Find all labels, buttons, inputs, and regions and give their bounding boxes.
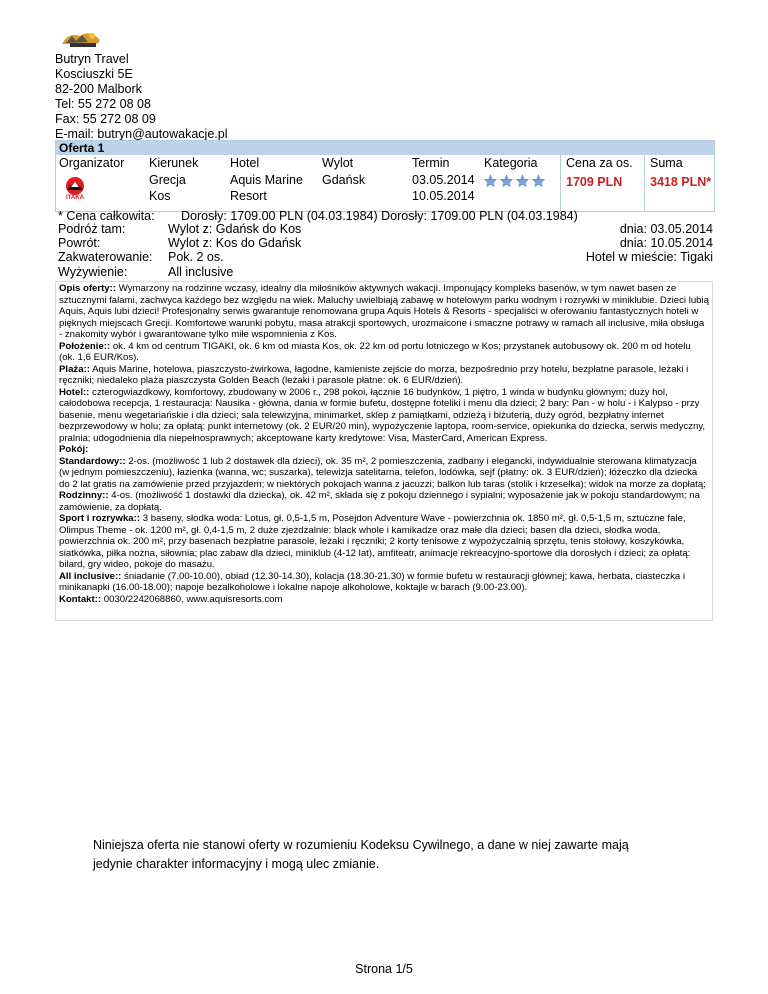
page-number: Strona 1/5	[355, 962, 413, 976]
direction-country: Grecja	[149, 173, 186, 187]
departure-value: Gdańsk	[322, 173, 366, 187]
header-hotel: Hotel	[230, 156, 260, 170]
trip-out-date: dnia: 03.05.2014	[619, 222, 713, 236]
term-value	[412, 172, 475, 204]
agency-street: Kosciuszki 5E	[55, 67, 133, 82]
header-price-per: Cena za os.	[566, 156, 633, 170]
star-icon	[531, 174, 546, 188]
hotel-value	[230, 172, 303, 204]
desc-room-standard: Standardowy:: 2-os. (możliwość 1 lub 2 dostawek dla dzieci), ok. 35 m², 2 pomieszczenia, zadbany i elegancki, indywidualnie sterowana klimatyzacja (w jednym pomieszczeniu), łazienka (wanna, wc; suszarka), telewizja satelitarna, telefon, lodówka, sejf (płatny: ok. 3 EUR/dzień); łóżeczko dla dziecka do 2 lat gratis na zamówienie przed przyjazdem; w niektórych pokojach wanna z jacuzzi; balkon lub taras (stolik i krzesełka); widok na morze za dopłatą;	[59, 455, 706, 490]
header-category: Kategoria	[484, 156, 538, 170]
star-icon	[499, 174, 514, 188]
organizer-logo	[62, 176, 88, 204]
direction-value	[149, 172, 186, 204]
desc-room-heading: Pokój:	[59, 444, 89, 455]
header-departure: Wylot	[322, 156, 354, 170]
offer-table	[55, 140, 715, 212]
desc-beach: Plaża:: Aquis Marine, hotelowa, piaszczysto-żwirkowa, łagodne, kamieniste zejście do morza, bezpośrednio przy hotelu, bezpłatne parasole, leżaki i ręczniki; niedaleko plaża piaszczysta Golden Beach (leżaki i parasole płatne: ok. 6 EUR/dzień).	[59, 363, 689, 386]
total-price-label: * Cena całkowita:	[58, 209, 155, 223]
hotel-name-line1: Aquis Marine	[230, 173, 303, 187]
accommodation-value: Pok. 2 os.	[168, 250, 224, 264]
offer-title: Oferta 1	[56, 141, 714, 155]
price-total: 3418 PLN*	[650, 175, 712, 189]
accommodation-label: Zakwaterowanie:	[58, 250, 153, 264]
agency-city: 82-200 Malbork	[55, 82, 142, 97]
price-per-person: 1709 PLN	[566, 175, 623, 189]
category-stars	[483, 174, 546, 188]
term-end: 10.05.2014	[412, 189, 475, 203]
header-sum: Suma	[650, 156, 683, 170]
agency-logo	[58, 30, 106, 50]
desc-all-inclusive: All inclusive:: śniadanie (7.00-10.00), obiad (12.30-14.30), kolacja (18.30-21.30) w formie bufetu w restauracji głównej; kawa, herbata, ciasteczka i minikanapki (16.00-18.00); napoje bezalkoholowe i lokalne napoje alkoholowe, koktajle w barach (9.00-23.00).	[59, 570, 686, 593]
header-direction: Kierunek	[149, 156, 199, 170]
desc-sport: Sport i rozrywka:: 3 baseny, słodka woda: Lotus, gł. 0,5-1,5 m, Posejdon Adventure Wave - powierzchnia ok. 1850 m², gł. 0,5-1,5 m, sztuczne fale, Olimpus Theme - ok. 1200 m², gł. 0,4-1,5 m, 2 duże zjeżdżalnie: black whole i kamikadze oraz małe dla dzieci; basen dla dzieci, słodka woda, powierzchnia ok. 200 m², przy basenach bezpłatne parasole, leżaki i ręczniki; 2 korty tenisowe z wypożyczalnią sprzętu, tenis stołowy, koszykówka, siatkówka, piłka nożna, siłownia; plac zabaw dla dzieci, miniklub (4-12 lat), amfiteatr, animacje rekreacyjno-sportowe dla dorosłych i dzieci; za opłatą: bilard, gry wideo, pokoje do masażu.	[59, 513, 691, 570]
accommodation-city: Hotel w mieście: Tigaki	[585, 250, 713, 264]
trip-back-label: Powrót:	[58, 236, 101, 250]
column-divider	[560, 155, 561, 211]
direction-island: Kos	[149, 189, 171, 203]
trip-back-date: dnia: 10.05.2014	[619, 236, 713, 250]
header-organizer: Organizator	[59, 156, 125, 170]
offer-description	[55, 281, 713, 621]
trip-out-value: Wylot z: Gdańsk do Kos	[168, 222, 302, 236]
agency-phone: Tel: 55 272 08 08	[55, 97, 151, 112]
trip-out-label: Podróż tam:	[58, 222, 126, 236]
trip-back-value: Wylot z: Kos do Gdańsk	[168, 236, 302, 250]
total-price-value: Dorosły: 1709.00 PLN (04.03.1984) Dorosły: 1709.00 PLN (04.03.1984)	[181, 209, 578, 223]
agency-email: E-mail: butryn@autowakacje.pl	[55, 127, 228, 142]
header-term: Termin	[412, 156, 450, 170]
desc-contact: Kontakt:: 0030/2242068860, www.aquisresorts.com	[59, 593, 283, 605]
agency-contact	[55, 52, 228, 143]
column-divider	[644, 155, 645, 211]
agency-name: Butryn Travel	[55, 52, 129, 66]
desc-overview: Opis oferty:: Wymarzony na rodzinne wczasy, idealny dla miłośników aktywnych wakacji. Imponujący kompleks basenów, w tym nawet basen ze sztucznymi falami, zachwyca każdego bez względu na wiek. Maluchy uwielbiają zabawę w hotelowym parku wodnym i rozrywki w miniklubie. Dzieci lubią Aquis, Aquis lubi dzieci! Profesjonalny serwis gwarantuje renomowana grupa Aquis Hotels & Resorts - specjaliści w oferowaniu fantastycznych hoteli w pięknych miejscach Grecji. Komfortowe warunki pobytu, masa atrakcji sportowych, urozmaicone i smaczne potrawy w ramach all inclusive, miła obsługa - znakomity wybór i gwarantowane tylko miłe wspomnienia z Kos.	[59, 283, 709, 340]
organizer-logo-text: ITAKA	[66, 195, 84, 201]
board-label: Wyżywienie:	[58, 265, 128, 279]
star-icon	[483, 174, 498, 188]
desc-room-family: Rodzinny:: 4-os. (możliwość 1 dostawki dla dziecka), ok. 42 m², składa się z pokoju dziennego i sypialni; wyposażenie jak w pokoju standardowym; na zamówienie, za dopłatą.	[59, 490, 700, 513]
desc-location: Położenie:: ok. 4 km od centrum TIGAKI, ok. 6 km od miasta Kos, ok. 22 km od portu lotniczego w Kos; przystanek autobusowy ok. 200 m od hotelu (ok. 1,6 EUR/Kos).	[59, 340, 691, 363]
term-start: 03.05.2014	[412, 173, 475, 187]
board-value: All inclusive	[168, 265, 234, 279]
disclaimer: Niniejsza oferta nie stanowi oferty w rozumieniu Kodeksu Cywilnego, a dane w niej zawarte mają jedynie charakter informacyjny i mogą ulec zmianie.	[93, 838, 629, 871]
desc-hotel: Hotel:: czterogwiazdkowy, komfortowy, zbudowany w 2006 r., 298 pokoi, łącznie 16 budynków, 1 piętro, 1 winda w budynku głównym; duży hol, całodobowa recepcja, 1 restauracja: Nausika - główna, dania w formie bufetu, dostępne foteliki i menu dla dzieci; 2 bary: Pan - w holu - i Kalypso - przy basenie, menu wegetariańskie i dla dzieci; sala telewizyjna, minimarket, sklep z pamiątkami, odzieżą i biżuterią, duży ogród, bezpłatny internet bezprzewodowy w holu; za opłatą: punkt internetowy (ok. 2 EUR/20 min), wypożyczenie laptopa, room-service, opiekunka do dziecka, serwis medyczny, pralnia; udogodnienia dla niepełnosprawnych; akceptowane karty kredytowe: Visa, MasterCard, American Express.	[59, 386, 706, 444]
agency-fax: Fax: 55 272 08 09	[55, 112, 156, 127]
star-icon	[515, 174, 530, 188]
hotel-name-line2: Resort	[230, 189, 267, 203]
